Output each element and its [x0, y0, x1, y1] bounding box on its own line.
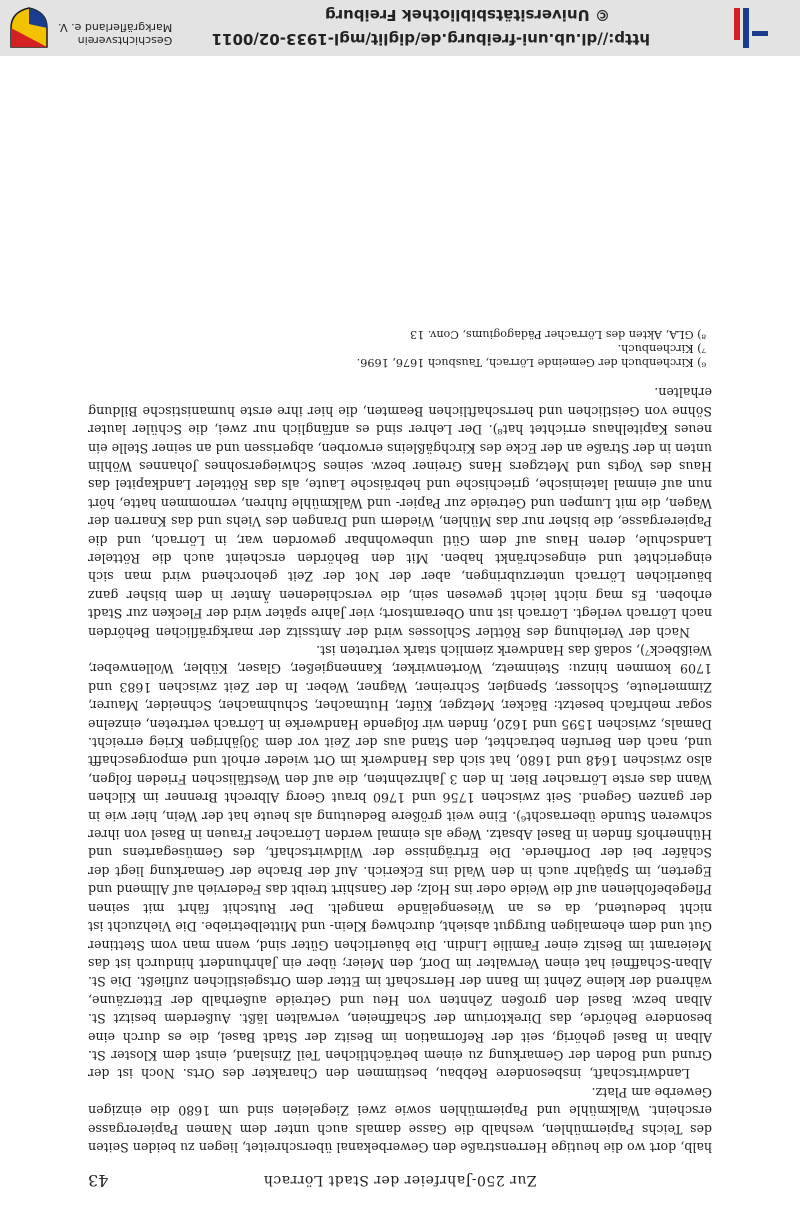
society-name-line: Geschichtsverein: [77, 34, 173, 47]
running-head-title: Zur 250-Jahrfeier der Stadt Lörrach: [263, 1172, 537, 1188]
society-crest-icon: [8, 6, 50, 50]
paragraph: Landwirtschaft, insbesondere Rebbau, bestimmen den Charakter des Orts. Noch ist der Grund und Boden der Gemarkung zu einem beträchtlichen Teil Zinsland, einst dem Kloster St. Alban in Basel gehörig, seit der Reformation im Besitz der Stadt Basel, die es durch eine besondere Behörde, das Direktorium der Schaffneien, verwalten läßt. Außerdem besitzt St. Alban bezw. Basel den großen Zehnten von Heu und Getreide außerhalb der Etterzäune, während der kleine Zehnt im Bann der Herrschaft im Etter dem Ortsgeistlichen zufließt. Die St. Alban-Schaffnei hat einen Verwalter im Dorf, den Meier; über ein Jahrhundert hindurch ist das Meieramt im Besitz einer Familie Lindin. Die bäuerlichen Güter sind, wenn man vom Stettiner Gut und dem ehemaligen Burggut absieht, durchweg Klein- und Mittelbetriebe. Die Viehzucht ist nicht bedeutend, da es an Wiesengelände mangelt. Der Rutschit fährt mit seinen Pflegebefohlenen auf die Weide oder ins Holz; der Ganshirt treibt das Federvieh auf Allmend und Egerten, im Spätjahr auch in den Wald ins Eckerich. Auf der Brache der Gemarkung liegt der Schäfer bei der Dorfherde. Die Erträgnisse der Wildwirtschaft, des Gemüsegartens und Hühnerhofs finden in Basel Absatz. Wege als einmal werden Lörracher Frauen in Basel von ihrer schweren Stunde überrascht⁶). Eine weit größere Bedeutung als heute hat der Wein, hier wie in der ganzen Gegend. Seit zwischen 1756 und 1760 braut Georg Albrecht Brenner im Kilchen Wann das erste Lörracher Bier. In den 3 Jahrzehnten, die auf den Westfälischen Frieden folgen, also zwischen 1648 und 1680, hat sich das Handwerk im Ort wieder erholt und emporgeschafft und, nach den Berufen betrachtet, den Stand aus der Zeit vor dem 30jährigen Krieg erreicht. Damals, zwischen 1595 und 1620, finden wir folgende Handwerke in Lörrach vertreten, einzelne sogar mehrfach besetzt: Bäcker, Metzger, Küfer, Hutmacher, Schuhmacher, Schneider, Maurer, Zimmerleute, Schlosser, Spengler, Schreiner, Wagner, Weber. In der Zeit zwischen 1683 und 1709 kommen hinzu: Steinmetz, Wortenwirker, Kannengießer, Glaser, Kübler, Wollenweber, Weißbeck⁷), sodaß das Handwerk ziemlich stark vertreten ist.: [88, 643, 712, 1082]
university-library-logo-icon: [730, 6, 768, 50]
society-name: [58, 21, 172, 47]
footnote: ⁸) GLA, Akten des Lörracher Pädagogiums, Conv. 13: [410, 327, 706, 341]
copyright-notice: © Universitätsbibliothek Freiburg: [324, 6, 610, 24]
footnote: ⁷) Kirchenbuch.: [617, 341, 706, 355]
document-url-link[interactable]: http://dl.ub.uni-freiburg.de/diglit/mgl-1933-02/0011: [211, 30, 650, 48]
page-number: 43: [88, 1171, 109, 1190]
library-banner: [0, 0, 800, 56]
paragraph: Nach der Verleihung des Röttler Schlosses wird der Amtssitz der markgräflichen Behörden nach Lörrach verlegt. Lörrach ist nun Oberamtsort; vier Jahre später wird der Flecken zur Stadt erhoben. Es mag nicht leicht gewesen sein, die verschiedenen Ämter in dem bisher ganz bäuerlichen Lörrach unterzubringen, aber der Not der Zeit gehorchend wird man sich eingerichtet und eingeschränkt haben. Mit den Behörden erscheint auch die Rötteler Landschule, deren Haus auf dem Gütl unbewohnbar geworden war, in Lörrach, und die Papierergasse, die bisher nur das Mühlen, Wiedern und Drangen des Viehs und das Knarren der Wagen, die mit Lumpen und Getreide zur Papier- und Walkmühle fuhren, vernommen hatte, hört nun auf einmal lateinische, griechische und hebräische Laute, als das Rötteler Landkapitel das Haus des Vogts und Metzgers Hans Greiner bezw. seines Schwiegersohnes Johannes Wöhlin unten in der Straße an der Ecke des Kirchgäßleins erworben, abgerissen und an seiner Stelle ein neues Kapitelhaus errichtet hat⁸). Der Lehrer sind es anfänglich nur zwei, die Schüler lauter Söhne von Geistlichen und herrschaftlichen Beamten, die hier ihre erste humanistische Bildung erhalten.: [88, 385, 712, 640]
society-name-line: Markgräflerland e. V.: [58, 21, 173, 34]
paragraph: halb, dort wo die heutige Herrenstraße den Gewerbekanal überschreitet, liegen zu beiden Seiten des Teichs Papiermühlen, weshalb die Gasse damals auch unter dem Namen Papierergasse erscheint. Walkmühle und Papiermühlen sowie zwei Ziegeleien sind um 1680 die einzigen Gewerbe am Platz.: [88, 1084, 712, 1155]
running-head: [88, 1162, 712, 1192]
document-body: [88, 327, 712, 1192]
footnote-separator: [88, 369, 712, 383]
footnote: ⁶) Kirchenbuch der Gemeinde Lörrach, Tausbuch 1676, 1696.: [356, 355, 706, 369]
